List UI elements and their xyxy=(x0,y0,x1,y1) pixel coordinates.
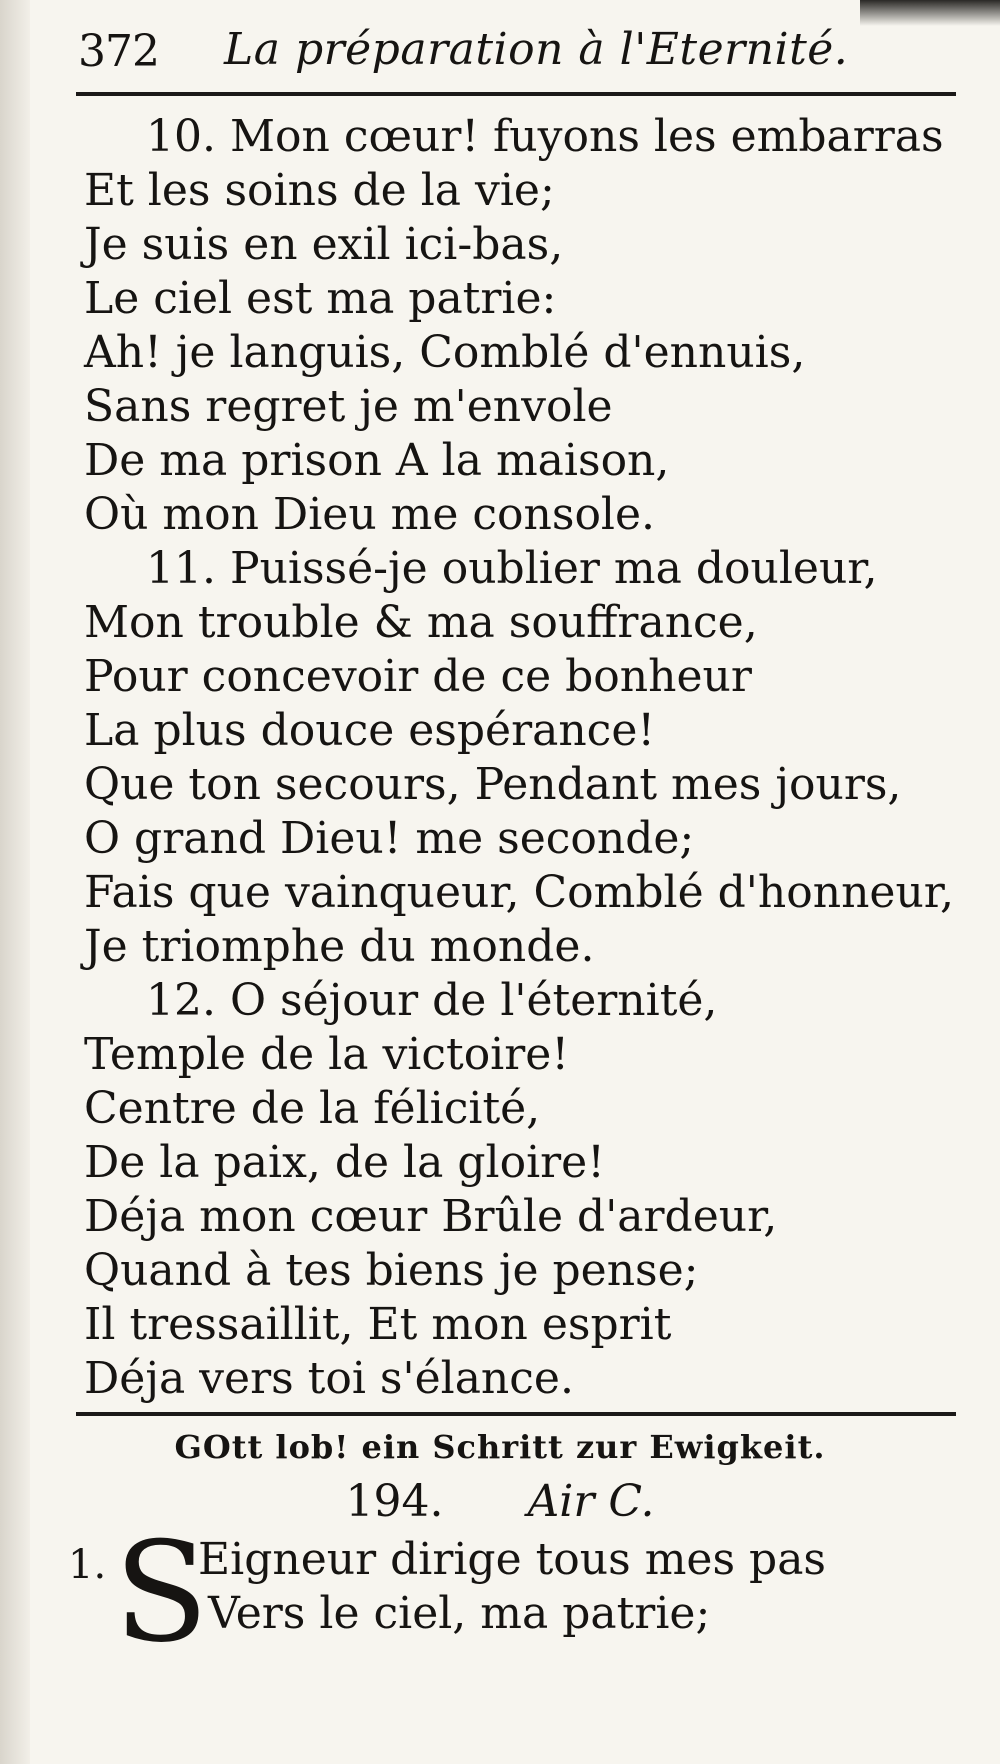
tune-reference: GOtt lob! ein Schritt zur Ewigkeit. xyxy=(174,1428,826,1466)
verse-line: Et les soins de la vie; xyxy=(84,165,555,216)
air-label: Air C. xyxy=(527,1476,655,1527)
verse-line: 12. O séjour de l'éternité, xyxy=(146,975,718,1026)
verse-line: Sans regret je m'envole xyxy=(84,381,613,432)
verse-line: Le ciel est ma patrie: xyxy=(84,273,557,324)
verse-line: Pour concevoir de ce bonheur xyxy=(84,651,752,702)
verse-line: La plus douce espérance! xyxy=(84,705,656,756)
verse-line: Je suis en exil ici-bas, xyxy=(84,219,564,270)
verse-line: Il tressaillit, Et mon esprit xyxy=(84,1299,672,1350)
page-number: 372 xyxy=(78,26,159,77)
verse-line: 10. Mon cœur! fuyons les embarras xyxy=(146,111,944,162)
verse-line: O grand Dieu! me seconde; xyxy=(84,813,695,864)
verse-line: Fais que vainqueur, Comblé d'honneur, xyxy=(84,867,954,918)
verse-line: 11. Puissé-je oublier ma douleur, xyxy=(146,543,878,594)
verse-line: Mon trouble & ma souffrance, xyxy=(84,597,758,648)
hymn-194-opening xyxy=(68,1512,968,1673)
verse-line: Temple de la victoire! xyxy=(84,1029,570,1080)
verse-line: Déja vers toi s'élance. xyxy=(84,1353,574,1404)
verse-line: Que ton secours, Pendant mes jours, xyxy=(84,759,902,810)
hymn-line: Vers le ciel, ma patrie; xyxy=(208,1588,711,1639)
verse-block xyxy=(84,110,964,1406)
verse-line: Déja mon cœur Brûle d'ardeur, xyxy=(84,1191,778,1242)
verse-line: Je triomphe du monde. xyxy=(84,921,595,972)
verse-line: Quand à tes biens je pense; xyxy=(84,1245,699,1296)
running-title: La préparation à l'Eternité. xyxy=(224,24,849,75)
page-header xyxy=(78,22,958,82)
drop-cap: S xyxy=(114,1512,209,1673)
hymn-number: 194. xyxy=(345,1476,444,1527)
verse-line: De ma prison A la maison, xyxy=(84,435,670,486)
verse-line: Ah! je languis, Comblé d'ennuis, xyxy=(84,327,806,378)
header-rule xyxy=(76,92,956,96)
verse-line: Où mon Dieu me console. xyxy=(84,489,656,540)
hymn-line: Eigneur dirige tous mes pas xyxy=(198,1534,827,1585)
verse-line: De la paix, de la gloire! xyxy=(84,1137,605,1188)
section-rule xyxy=(76,1412,956,1416)
stanza-number: 1. xyxy=(68,1542,107,1588)
verse-line: Centre de la félicité, xyxy=(84,1083,541,1134)
